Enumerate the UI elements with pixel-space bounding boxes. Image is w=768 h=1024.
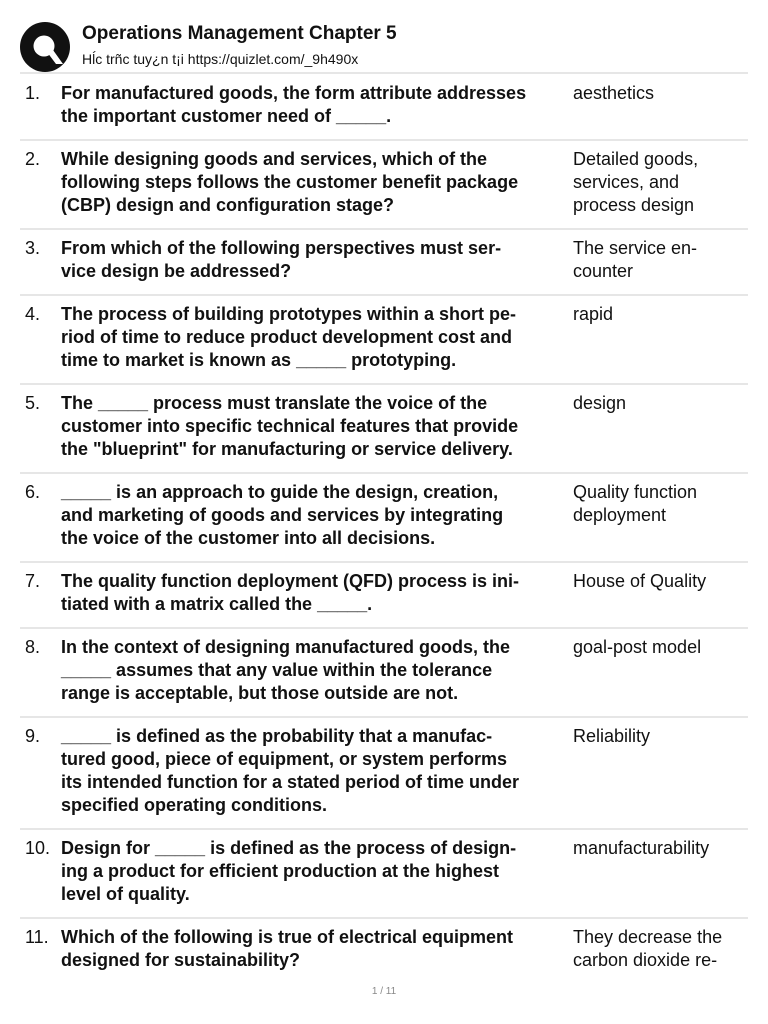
card-question: _____ is defined as the probability that a manufac- tured good, piece of equipment, or system performs its intended function for a stated period of time under specified operating conditions. [61, 726, 520, 815]
card-number: 3. [25, 238, 41, 258]
divider [20, 139, 748, 141]
card-number: 6. [25, 482, 41, 502]
page-number: 1 / 11 [371, 986, 397, 997]
page-title: Operations Management Chapter 5 [82, 23, 397, 44]
card-answer: aesthetics [573, 83, 655, 103]
card-question: Which of the following is true of electrical equipment designed for sustainability? [61, 927, 514, 970]
card-number: 11. [25, 927, 49, 947]
card-answer: Detailed goods, services, and process design [573, 149, 699, 215]
divider [20, 383, 748, 385]
quizlet-logo-icon [20, 22, 70, 72]
card-question: _____ is an approach to guide the design, creation, and marketing of goods and services by integrating the voice of the customer into all decisions. [61, 482, 504, 548]
card-number: 5. [25, 393, 41, 413]
card-question: For manufactured goods, the form attribute addresses the important customer need of _____. [61, 83, 527, 126]
card-question: From which of the following perspectives must ser- vice design be addressed? [61, 238, 502, 281]
card-question: In the context of designing manufactured goods, the _____ assumes that any value within the tolerance range is acceptable, but those outside are not. [61, 637, 511, 703]
divider [20, 228, 748, 230]
card-question: Design for _____ is defined as the process of design- ing a product for efficient production at the highest level of quality. [61, 838, 517, 904]
card-number: 10. [25, 838, 51, 858]
card-number: 7. [25, 571, 41, 591]
divider [20, 627, 748, 629]
card-answer: House of Quality [573, 571, 707, 591]
divider [20, 917, 748, 919]
card-question: The _____ process must translate the voice of the customer into specific technical features that provide the "blueprint" for manufacturing or service delivery. [61, 393, 519, 459]
divider [20, 716, 748, 718]
divider [20, 72, 748, 74]
divider [20, 561, 748, 563]
card-answer: Reliability [573, 726, 651, 746]
card-answer: design [573, 393, 627, 413]
card-number: 2. [25, 149, 41, 169]
card-answer: manufacturability [573, 838, 710, 858]
header [20, 22, 748, 72]
page-subtitle: Hĺc trñc tuy¿n t¡i https://quizlet.com/_9h490x [82, 51, 359, 67]
divider [20, 294, 748, 296]
card-number: 4. [25, 304, 41, 324]
card-answer: rapid [573, 304, 614, 324]
card-number: 9. [25, 726, 41, 746]
divider [20, 828, 748, 830]
card-answer: goal-post model [573, 637, 702, 657]
card-question: While designing goods and services, which of the following steps follows the customer benefit package (CBP) design and configuration stage? [61, 149, 519, 215]
card-answer: Quality function deployment [573, 482, 698, 525]
divider [20, 472, 748, 474]
card-answer: They decrease the carbon dioxide re- [573, 927, 723, 970]
card-question: The quality function deployment (QFD) process is ini- tiated with a matrix called the _____. [61, 571, 520, 614]
card-question: The process of building prototypes within a short pe- riod of time to reduce product development cost and time to market is known as _____ prototyping. [61, 304, 517, 370]
card-number: 8. [25, 637, 41, 657]
card-answer: The service en- counter [573, 238, 698, 281]
card-number: 1. [25, 83, 41, 103]
